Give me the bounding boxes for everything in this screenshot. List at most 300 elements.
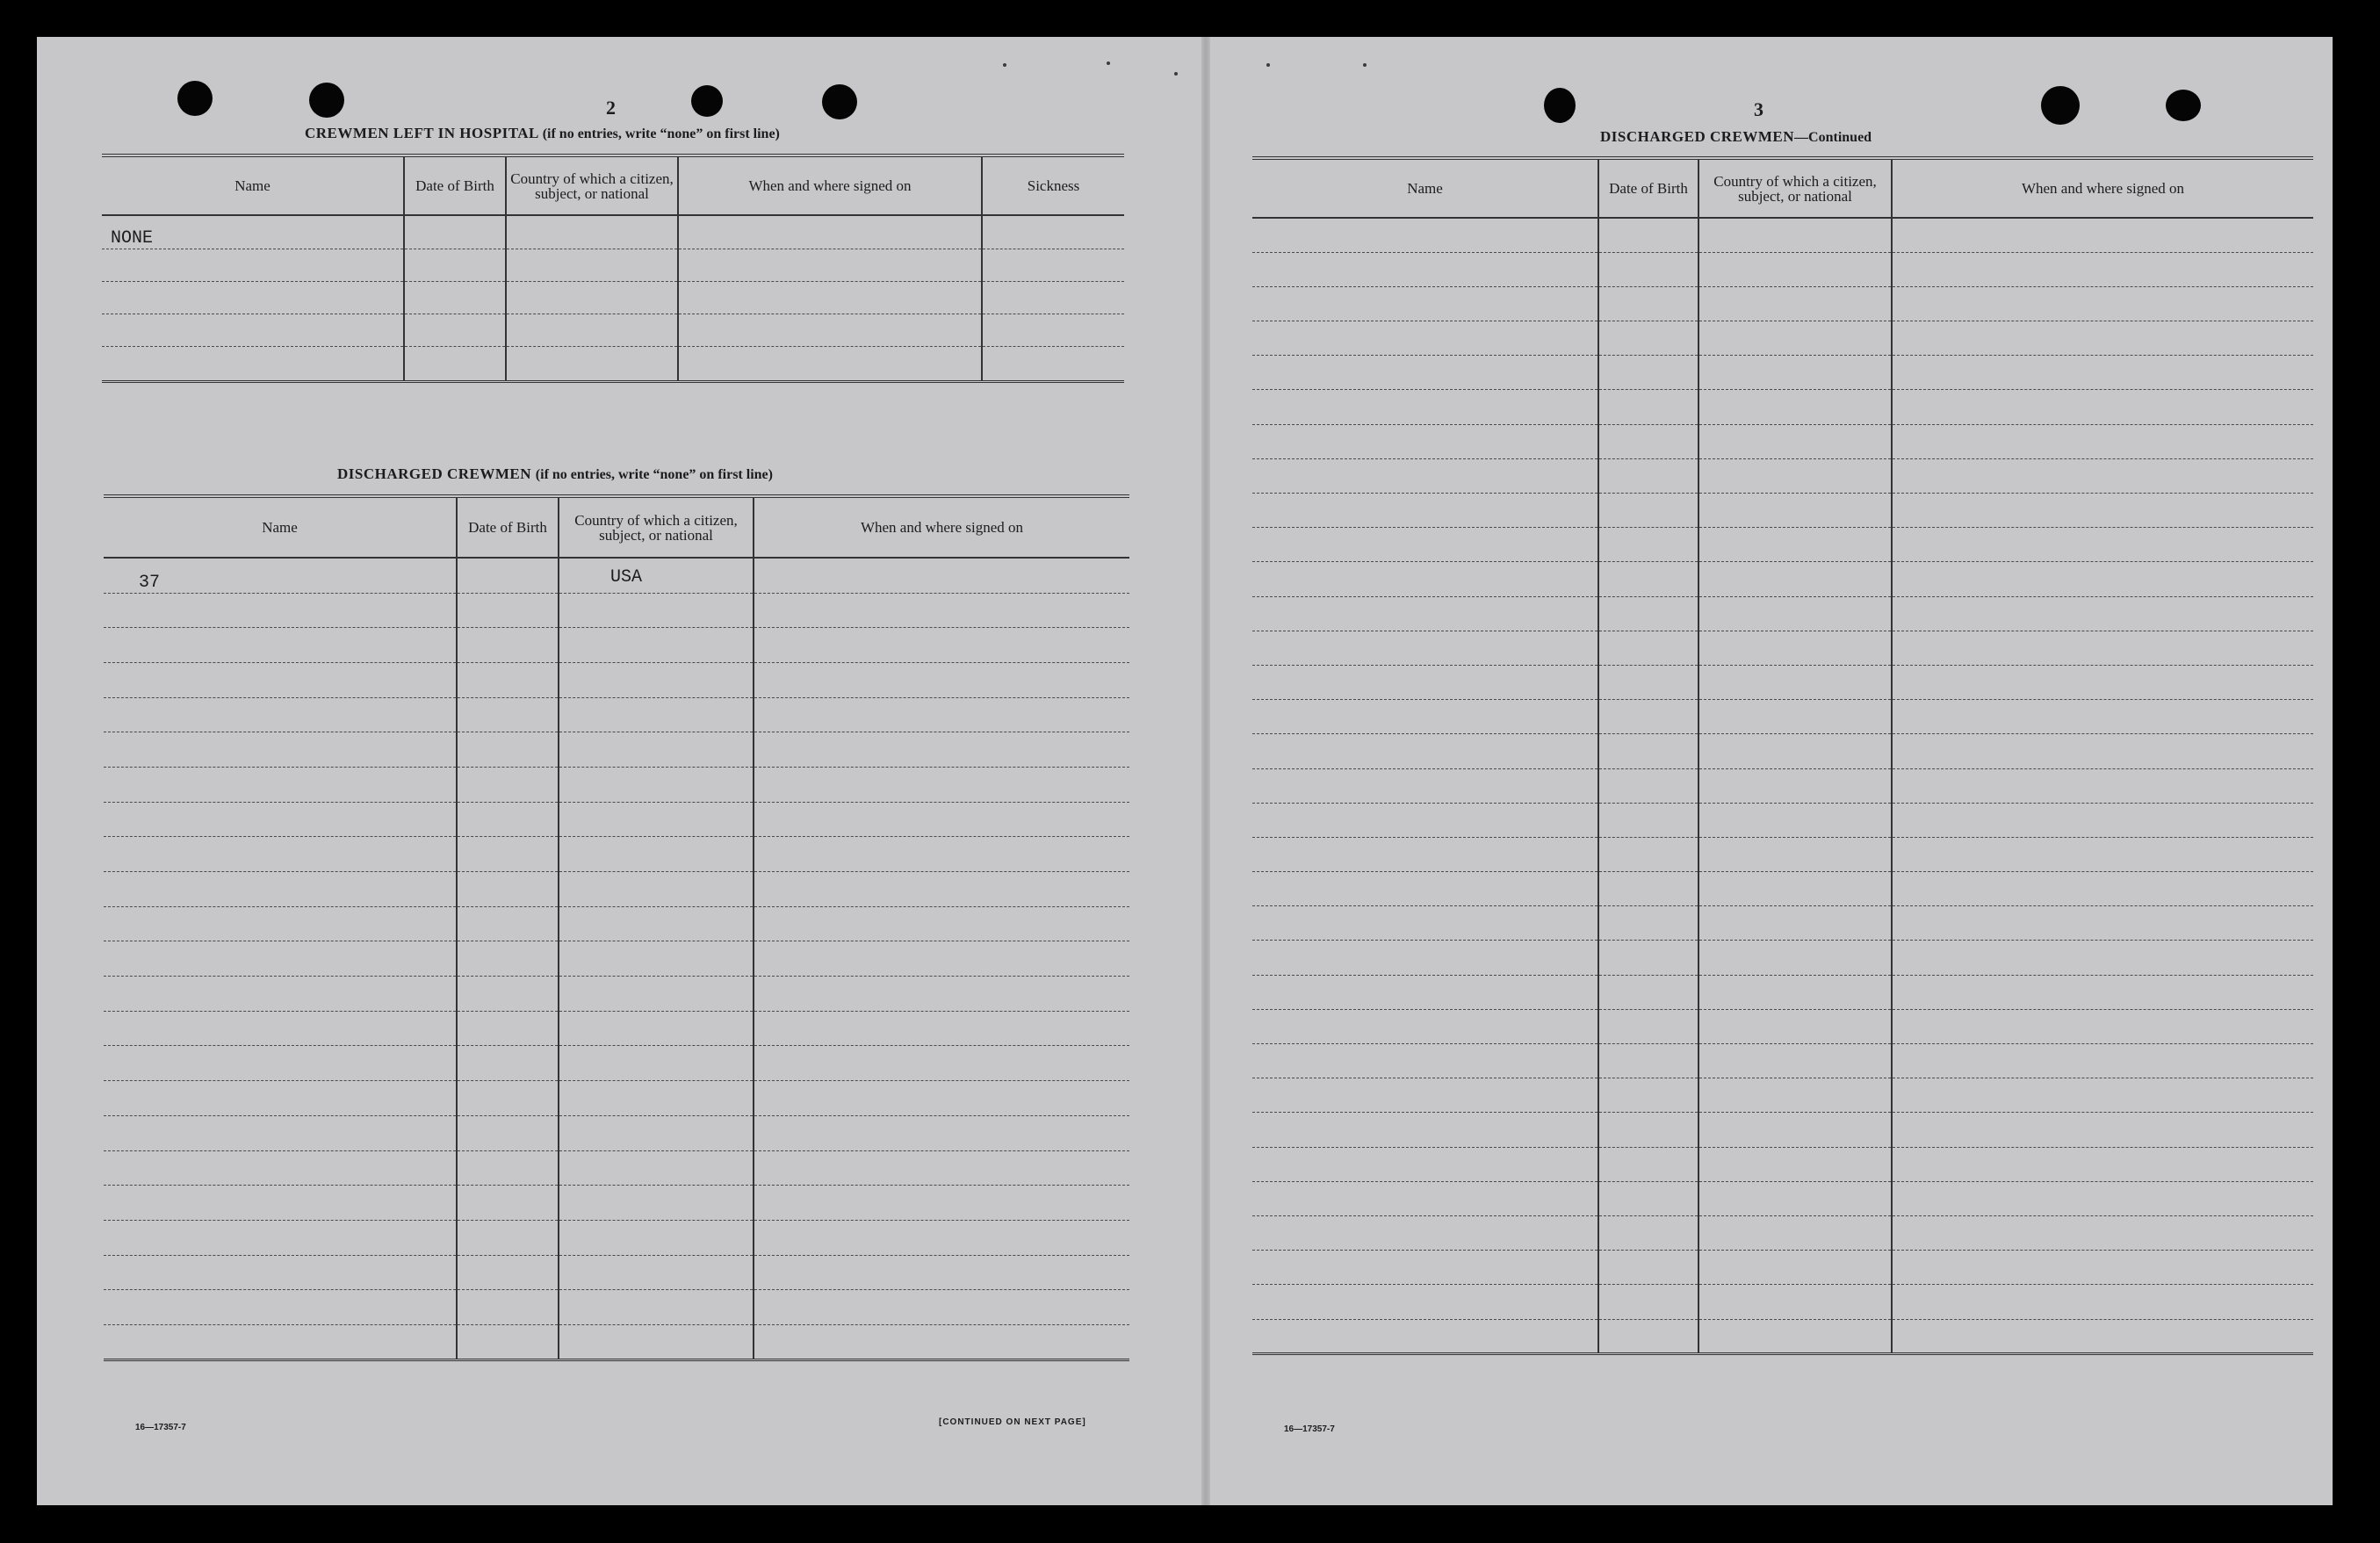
table-row bbox=[1252, 872, 2313, 906]
continued-cell[interactable] bbox=[1598, 528, 1698, 562]
continued-cell[interactable] bbox=[1698, 321, 1892, 356]
continued-cell[interactable] bbox=[1698, 252, 1892, 286]
continued-cell[interactable] bbox=[1892, 1009, 2313, 1043]
continued-cell[interactable] bbox=[1892, 975, 2313, 1009]
continued-cell[interactable] bbox=[1892, 1181, 2313, 1215]
discharged-cell[interactable] bbox=[754, 1186, 1129, 1221]
hospital-cell-signed-on[interactable] bbox=[678, 215, 982, 249]
discharged-cell[interactable] bbox=[457, 1220, 559, 1255]
scan-speck bbox=[1266, 63, 1270, 67]
continued-cell[interactable] bbox=[1892, 665, 2313, 699]
discharged-continued-title-text: DISCHARGED CREWMEN bbox=[1600, 128, 1795, 145]
continued-cell[interactable] bbox=[1598, 734, 1698, 768]
discharged-cell-signed-on[interactable] bbox=[754, 558, 1129, 593]
discharged-cell[interactable] bbox=[104, 1324, 457, 1359]
discharged-cell[interactable] bbox=[754, 941, 1129, 977]
discharged-cell[interactable] bbox=[559, 1324, 754, 1359]
continued-cell[interactable] bbox=[1252, 1009, 1598, 1043]
table-row bbox=[1252, 631, 2313, 665]
discharged-cell[interactable] bbox=[457, 593, 559, 628]
continued-cell[interactable] bbox=[1252, 665, 1598, 699]
punch-hole bbox=[691, 85, 723, 117]
continued-cell[interactable] bbox=[1598, 768, 1698, 803]
continued-cell[interactable] bbox=[1598, 252, 1698, 286]
discharged-cell[interactable] bbox=[754, 977, 1129, 1012]
continued-cell[interactable] bbox=[1598, 1319, 1698, 1353]
continued-cell[interactable] bbox=[1598, 494, 1698, 528]
continued-cell[interactable] bbox=[1252, 424, 1598, 458]
continued-cell[interactable] bbox=[1598, 1009, 1698, 1043]
discharged-cell[interactable] bbox=[457, 628, 559, 663]
continued-cell[interactable] bbox=[1598, 1285, 1698, 1319]
discharged-cell[interactable] bbox=[754, 732, 1129, 768]
discharged-cell[interactable] bbox=[457, 802, 559, 837]
continued-cell[interactable] bbox=[1598, 1147, 1698, 1181]
discharged-cell[interactable] bbox=[457, 1324, 559, 1359]
discharged-cell[interactable] bbox=[559, 1150, 754, 1186]
discharged-cell[interactable] bbox=[754, 1290, 1129, 1325]
discharged-cell[interactable] bbox=[104, 732, 457, 768]
table-row bbox=[1252, 1044, 2313, 1078]
discharged-cell[interactable] bbox=[457, 732, 559, 768]
continued-cell[interactable] bbox=[1892, 803, 2313, 837]
discharged-cell[interactable] bbox=[104, 1290, 457, 1325]
continued-cell[interactable] bbox=[1252, 941, 1598, 975]
hospital-section-title bbox=[305, 125, 780, 142]
hospital-cell[interactable] bbox=[102, 249, 404, 281]
discharged-cell[interactable] bbox=[754, 1255, 1129, 1290]
discharged-cell[interactable] bbox=[457, 941, 559, 977]
continued-cell[interactable] bbox=[1252, 458, 1598, 493]
continued-cell[interactable] bbox=[1252, 700, 1598, 734]
discharged-cell[interactable] bbox=[457, 1046, 559, 1081]
continued-cell[interactable] bbox=[1598, 872, 1698, 906]
continued-cell[interactable] bbox=[1252, 356, 1598, 390]
continued-cell[interactable] bbox=[1698, 596, 1892, 631]
discharged-cell[interactable] bbox=[104, 1081, 457, 1116]
table-row bbox=[102, 346, 1124, 381]
discharged-cell[interactable] bbox=[754, 767, 1129, 802]
continued-cell[interactable] bbox=[1252, 1113, 1598, 1147]
continued-cell[interactable] bbox=[1892, 1078, 2313, 1113]
continued-cell[interactable] bbox=[1698, 390, 1892, 424]
discharged-cell[interactable] bbox=[457, 837, 559, 872]
continued-cell[interactable] bbox=[1892, 218, 2313, 252]
table-row bbox=[1252, 1147, 2313, 1181]
continued-cell[interactable] bbox=[1892, 390, 2313, 424]
hospital-cell[interactable] bbox=[678, 281, 982, 314]
discharged-col-name: Name bbox=[104, 496, 457, 558]
continued-cell[interactable] bbox=[1252, 252, 1598, 286]
discharged-cell[interactable] bbox=[457, 697, 559, 732]
continued-cell[interactable] bbox=[1698, 631, 1892, 665]
discharged-cell[interactable] bbox=[754, 1324, 1129, 1359]
continued-cell[interactable] bbox=[1252, 803, 1598, 837]
table-row bbox=[1252, 906, 2313, 941]
discharged-cell[interactable] bbox=[754, 1046, 1129, 1081]
hospital-title-instruction: (if no entries, write “none” on first line) bbox=[542, 126, 780, 141]
discharged-cell[interactable] bbox=[104, 628, 457, 663]
continued-cell[interactable] bbox=[1252, 1147, 1598, 1181]
continued-cell[interactable] bbox=[1598, 975, 1698, 1009]
hospital-cell[interactable] bbox=[102, 346, 404, 381]
discharged-cell[interactable] bbox=[104, 1220, 457, 1255]
right-page-number: 3 bbox=[1754, 98, 1763, 120]
discharged-cell-dob[interactable] bbox=[457, 558, 559, 593]
hospital-cell[interactable] bbox=[404, 314, 506, 346]
continued-cell[interactable] bbox=[1698, 424, 1892, 458]
discharged-cell[interactable] bbox=[559, 628, 754, 663]
continued-cell[interactable] bbox=[1598, 321, 1698, 356]
continued-cell[interactable] bbox=[1698, 1009, 1892, 1043]
continued-cell[interactable] bbox=[1598, 596, 1698, 631]
continued-cell[interactable] bbox=[1252, 218, 1598, 252]
discharged-cell[interactable] bbox=[559, 1255, 754, 1290]
continued-cell[interactable] bbox=[1252, 1044, 1598, 1078]
continued-cell[interactable] bbox=[1892, 356, 2313, 390]
continued-cell[interactable] bbox=[1598, 390, 1698, 424]
continued-cell[interactable] bbox=[1892, 768, 2313, 803]
table-row bbox=[1252, 252, 2313, 286]
continued-cell[interactable] bbox=[1252, 768, 1598, 803]
table-row bbox=[104, 1220, 1129, 1255]
hospital-cell[interactable] bbox=[506, 281, 678, 314]
hospital-cell-country[interactable] bbox=[506, 215, 678, 249]
discharged-cell[interactable] bbox=[104, 1255, 457, 1290]
discharged-cell[interactable] bbox=[457, 1186, 559, 1221]
discharged-cell[interactable] bbox=[559, 1115, 754, 1150]
continued-cell[interactable] bbox=[1698, 1147, 1892, 1181]
discharged-cell[interactable] bbox=[457, 1011, 559, 1046]
continued-cell[interactable] bbox=[1698, 1251, 1892, 1285]
table-row bbox=[1252, 1078, 2313, 1113]
discharged-cell[interactable] bbox=[104, 906, 457, 941]
continued-cell[interactable] bbox=[1698, 734, 1892, 768]
table-row bbox=[1252, 321, 2313, 356]
continued-cell[interactable] bbox=[1698, 941, 1892, 975]
hospital-cell[interactable] bbox=[506, 346, 678, 381]
punch-hole bbox=[822, 84, 857, 119]
discharged-cell[interactable] bbox=[754, 697, 1129, 732]
discharged-cell[interactable] bbox=[559, 977, 754, 1012]
table-row bbox=[102, 314, 1124, 346]
hospital-cell[interactable] bbox=[506, 249, 678, 281]
continued-cell[interactable] bbox=[1892, 1319, 2313, 1353]
left-page-number: 2 bbox=[606, 97, 616, 119]
discharged-cell[interactable] bbox=[559, 732, 754, 768]
continued-cell[interactable] bbox=[1892, 286, 2313, 321]
hospital-cell-name[interactable]: NONE bbox=[102, 215, 404, 249]
discharged-cell[interactable] bbox=[457, 1081, 559, 1116]
continued-cell[interactable] bbox=[1698, 700, 1892, 734]
continued-cell[interactable] bbox=[1598, 906, 1698, 941]
discharged-cell[interactable] bbox=[457, 1150, 559, 1186]
continued-cell[interactable] bbox=[1598, 286, 1698, 321]
hospital-cell[interactable] bbox=[404, 249, 506, 281]
discharged-cell[interactable] bbox=[104, 1186, 457, 1221]
continued-cell[interactable] bbox=[1598, 1181, 1698, 1215]
discharged-cell[interactable] bbox=[559, 906, 754, 941]
discharged-cell[interactable] bbox=[754, 837, 1129, 872]
table-row bbox=[104, 767, 1129, 802]
continued-cell[interactable] bbox=[1892, 321, 2313, 356]
continued-cell[interactable] bbox=[1892, 252, 2313, 286]
continued-cell[interactable] bbox=[1598, 631, 1698, 665]
continued-cell[interactable] bbox=[1698, 1215, 1892, 1250]
continued-cell[interactable] bbox=[1892, 458, 2313, 493]
discharged-cell[interactable] bbox=[559, 1220, 754, 1255]
continued-cell[interactable] bbox=[1698, 528, 1892, 562]
table-row bbox=[104, 941, 1129, 977]
discharged-cell[interactable] bbox=[457, 1290, 559, 1325]
hospital-cell[interactable] bbox=[102, 281, 404, 314]
continued-cell[interactable] bbox=[1252, 1215, 1598, 1250]
continued-cell[interactable] bbox=[1252, 1181, 1598, 1215]
center-fold bbox=[1201, 37, 1210, 1505]
continued-cell[interactable] bbox=[1252, 1285, 1598, 1319]
continued-cell[interactable] bbox=[1698, 1181, 1892, 1215]
discharged-cell[interactable] bbox=[559, 1046, 754, 1081]
continued-cell[interactable] bbox=[1252, 390, 1598, 424]
continued-cell[interactable] bbox=[1598, 1251, 1698, 1285]
continued-cell[interactable] bbox=[1698, 1078, 1892, 1113]
discharged-cell[interactable] bbox=[457, 1255, 559, 1290]
continued-cell[interactable] bbox=[1698, 1044, 1892, 1078]
table-row bbox=[1252, 1113, 2313, 1147]
continued-cell[interactable] bbox=[1598, 1078, 1698, 1113]
continued-cell[interactable] bbox=[1892, 1285, 2313, 1319]
continued-cell[interactable] bbox=[1698, 286, 1892, 321]
continued-cell[interactable] bbox=[1892, 700, 2313, 734]
continued-cell[interactable] bbox=[1892, 424, 2313, 458]
table-row bbox=[104, 977, 1129, 1012]
continued-cell[interactable] bbox=[1892, 941, 2313, 975]
discharged-cell[interactable] bbox=[104, 872, 457, 907]
continued-cell[interactable] bbox=[1892, 906, 2313, 941]
table-row bbox=[1252, 1285, 2313, 1319]
discharged-cell[interactable] bbox=[104, 1011, 457, 1046]
continued-cell[interactable] bbox=[1698, 768, 1892, 803]
continued-cell[interactable] bbox=[1598, 356, 1698, 390]
discharged-cell[interactable] bbox=[754, 1011, 1129, 1046]
discharged-cell[interactable] bbox=[754, 1115, 1129, 1150]
discharged-cell[interactable] bbox=[104, 977, 457, 1012]
discharged-cell-country[interactable]: USA bbox=[559, 558, 754, 593]
continued-cell[interactable] bbox=[1892, 1251, 2313, 1285]
continued-cell[interactable] bbox=[1252, 906, 1598, 941]
continued-cell[interactable] bbox=[1252, 734, 1598, 768]
hospital-cell[interactable] bbox=[982, 249, 1124, 281]
discharged-cell[interactable] bbox=[754, 628, 1129, 663]
table-row bbox=[104, 802, 1129, 837]
continued-cell[interactable] bbox=[1598, 424, 1698, 458]
continued-cell[interactable] bbox=[1252, 494, 1598, 528]
continued-cell[interactable] bbox=[1892, 1044, 2313, 1078]
hospital-cell[interactable] bbox=[404, 281, 506, 314]
continued-cell[interactable] bbox=[1252, 872, 1598, 906]
continued-cell[interactable] bbox=[1252, 596, 1598, 631]
hospital-cell[interactable] bbox=[678, 249, 982, 281]
table-row bbox=[104, 697, 1129, 732]
discharged-cell[interactable] bbox=[754, 1220, 1129, 1255]
discharged-cell-name[interactable]: 37 bbox=[104, 558, 457, 593]
hospital-cell[interactable] bbox=[982, 281, 1124, 314]
hospital-cell-dob[interactable] bbox=[404, 215, 506, 249]
hospital-cell[interactable] bbox=[506, 314, 678, 346]
discharged-cell[interactable] bbox=[754, 906, 1129, 941]
continued-cell[interactable] bbox=[1252, 286, 1598, 321]
punch-hole bbox=[309, 83, 344, 118]
continued-cell[interactable] bbox=[1598, 665, 1698, 699]
document-page bbox=[37, 37, 2333, 1505]
continued-cell[interactable] bbox=[1698, 1319, 1892, 1353]
continued-cell[interactable] bbox=[1892, 1113, 2313, 1147]
continued-cell[interactable] bbox=[1698, 872, 1892, 906]
discharged-continued-suffix: —Continued bbox=[1794, 130, 1872, 145]
discharged-col-signed-on: When and where signed on bbox=[754, 496, 1129, 558]
scan-speck bbox=[1174, 72, 1178, 76]
discharged-cell[interactable] bbox=[104, 802, 457, 837]
hospital-cell[interactable] bbox=[982, 346, 1124, 381]
continued-cell[interactable] bbox=[1892, 528, 2313, 562]
discharged-cell[interactable] bbox=[754, 593, 1129, 628]
continued-cell[interactable] bbox=[1698, 356, 1892, 390]
continued-cell[interactable] bbox=[1252, 1319, 1598, 1353]
hospital-cell[interactable] bbox=[678, 314, 982, 346]
discharged-cell[interactable] bbox=[457, 767, 559, 802]
hospital-col-dob: Date of Birth bbox=[404, 155, 506, 215]
continued-cell[interactable] bbox=[1598, 458, 1698, 493]
continued-cell[interactable] bbox=[1698, 458, 1892, 493]
discharged-cell[interactable] bbox=[559, 767, 754, 802]
continued-cell[interactable] bbox=[1892, 596, 2313, 631]
hospital-col-sickness: Sickness bbox=[982, 155, 1124, 215]
continued-cell[interactable] bbox=[1698, 218, 1892, 252]
discharged-cell[interactable] bbox=[559, 1081, 754, 1116]
continued-cell[interactable] bbox=[1698, 562, 1892, 596]
table-row bbox=[102, 281, 1124, 314]
discharged-col-dob: Date of Birth bbox=[457, 496, 559, 558]
discharged-cell[interactable] bbox=[104, 1150, 457, 1186]
hospital-cell-sickness[interactable] bbox=[982, 215, 1124, 249]
discharged-cell[interactable] bbox=[559, 1290, 754, 1325]
continued-cell[interactable] bbox=[1892, 872, 2313, 906]
continued-cell[interactable] bbox=[1598, 803, 1698, 837]
continued-cell[interactable] bbox=[1892, 562, 2313, 596]
hospital-cell[interactable] bbox=[102, 314, 404, 346]
continued-cell[interactable] bbox=[1598, 1215, 1698, 1250]
hospital-cell[interactable] bbox=[982, 314, 1124, 346]
continued-cell[interactable] bbox=[1252, 837, 1598, 871]
discharged-cell[interactable] bbox=[104, 697, 457, 732]
left-form-code: 16—17357-7 bbox=[135, 1423, 186, 1432]
continued-cell[interactable] bbox=[1598, 837, 1698, 871]
discharged-cell[interactable] bbox=[559, 941, 754, 977]
continued-cell[interactable] bbox=[1598, 1113, 1698, 1147]
table-row bbox=[102, 249, 1124, 281]
continued-cell[interactable] bbox=[1598, 562, 1698, 596]
continued-cell[interactable] bbox=[1252, 321, 1598, 356]
continued-cell[interactable] bbox=[1598, 1044, 1698, 1078]
continued-cell[interactable] bbox=[1698, 665, 1892, 699]
table-row bbox=[104, 1150, 1129, 1186]
hospital-col-country: Country of which a citizen, subject, or national bbox=[506, 155, 678, 215]
discharged-cell[interactable] bbox=[104, 1046, 457, 1081]
discharged-cell[interactable] bbox=[457, 906, 559, 941]
discharged-cell[interactable] bbox=[559, 1011, 754, 1046]
discharged-cell[interactable] bbox=[457, 977, 559, 1012]
discharged-cell[interactable] bbox=[104, 837, 457, 872]
continued-cell[interactable] bbox=[1698, 975, 1892, 1009]
table-row bbox=[104, 906, 1129, 941]
discharged-cell[interactable] bbox=[559, 802, 754, 837]
discharged-cell[interactable] bbox=[104, 767, 457, 802]
continued-cell[interactable] bbox=[1892, 1215, 2313, 1250]
continued-cell[interactable] bbox=[1698, 906, 1892, 941]
hospital-cell[interactable] bbox=[678, 346, 982, 381]
continued-cell[interactable] bbox=[1698, 1113, 1892, 1147]
discharged-cell[interactable] bbox=[754, 872, 1129, 907]
table-row bbox=[1252, 665, 2313, 699]
continued-cell[interactable] bbox=[1698, 1285, 1892, 1319]
continued-cell[interactable] bbox=[1698, 837, 1892, 871]
continued-cell[interactable] bbox=[1698, 803, 1892, 837]
continued-cell[interactable] bbox=[1252, 528, 1598, 562]
discharged-cell[interactable] bbox=[457, 872, 559, 907]
continued-cell[interactable] bbox=[1892, 1147, 2313, 1181]
table-row bbox=[1252, 941, 2313, 975]
discharged-cell[interactable] bbox=[559, 593, 754, 628]
discharged-cell[interactable] bbox=[559, 697, 754, 732]
scan-speck bbox=[1363, 63, 1367, 67]
discharged-cell[interactable] bbox=[104, 662, 457, 697]
continued-cell[interactable] bbox=[1892, 734, 2313, 768]
table-row bbox=[104, 1011, 1129, 1046]
discharged-cell[interactable] bbox=[559, 872, 754, 907]
continued-cell[interactable] bbox=[1698, 494, 1892, 528]
continued-cell[interactable] bbox=[1252, 975, 1598, 1009]
discharged-cell[interactable] bbox=[104, 1115, 457, 1150]
discharged-cell[interactable] bbox=[457, 1115, 559, 1150]
continued-col-signed-on: When and where signed on bbox=[1892, 158, 2313, 218]
table-row bbox=[1252, 390, 2313, 424]
discharged-cell[interactable] bbox=[754, 1081, 1129, 1116]
discharged-cell[interactable] bbox=[559, 662, 754, 697]
discharged-cell[interactable] bbox=[104, 941, 457, 977]
discharged-continued-title bbox=[1600, 128, 1872, 146]
continued-cell[interactable] bbox=[1252, 1251, 1598, 1285]
discharged-cell[interactable] bbox=[754, 1150, 1129, 1186]
continued-cell[interactable] bbox=[1892, 494, 2313, 528]
hospital-cell[interactable] bbox=[404, 346, 506, 381]
continued-cell[interactable] bbox=[1252, 1078, 1598, 1113]
discharged-title-text: DISCHARGED CREWMEN bbox=[337, 465, 532, 482]
continued-cell[interactable] bbox=[1252, 631, 1598, 665]
continued-cell[interactable] bbox=[1892, 837, 2313, 871]
discharged-cell[interactable] bbox=[754, 802, 1129, 837]
discharged-cell[interactable] bbox=[754, 662, 1129, 697]
discharged-cell[interactable] bbox=[559, 1186, 754, 1221]
continued-cell[interactable] bbox=[1598, 941, 1698, 975]
discharged-cell[interactable] bbox=[457, 662, 559, 697]
continued-cell[interactable] bbox=[1598, 700, 1698, 734]
continued-cell[interactable] bbox=[1892, 631, 2313, 665]
discharged-cell[interactable] bbox=[559, 837, 754, 872]
continued-cell[interactable] bbox=[1252, 562, 1598, 596]
table-row bbox=[104, 1255, 1129, 1290]
discharged-cell[interactable] bbox=[104, 593, 457, 628]
continued-cell[interactable] bbox=[1598, 218, 1698, 252]
